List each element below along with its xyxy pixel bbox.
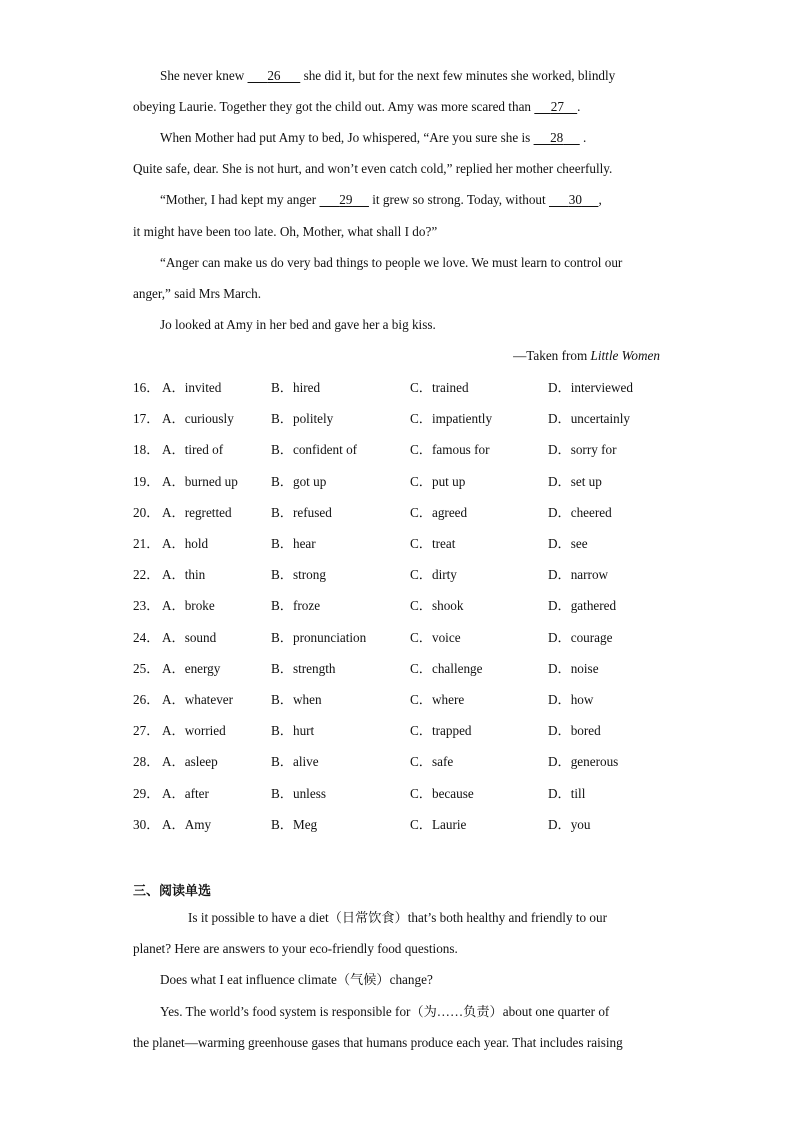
question-row xyxy=(133,380,673,396)
option-a: A．curiously xyxy=(162,411,234,426)
option-b: B．got up xyxy=(271,474,327,489)
option-b: B．hear xyxy=(271,536,316,551)
question-number: 19． xyxy=(133,474,160,489)
question-number: 16． xyxy=(133,380,160,395)
text-segment: she did it, but for the next few minutes she worked, blindly xyxy=(300,68,616,83)
text-segment: . xyxy=(579,130,587,145)
option-a: A．Amy xyxy=(162,817,212,832)
question-number: 17． xyxy=(133,411,160,426)
question-number: 22． xyxy=(133,567,160,582)
passage-line-3 xyxy=(160,130,586,146)
reading-line-5: the planet—warming greenhouse gases that humans produce each year. That includes raising xyxy=(133,1035,623,1050)
question-row xyxy=(133,536,673,552)
question-number: 29． xyxy=(133,786,160,801)
option-a: A．after xyxy=(162,786,209,801)
option-a: A．sound xyxy=(162,630,217,645)
question-row xyxy=(133,817,673,833)
source-title: Little Women xyxy=(590,348,660,363)
passage-line-8: anger,” said Mrs March. xyxy=(133,286,262,301)
question-number: 20． xyxy=(133,505,160,520)
reading-line-2: planet? Here are answers to your eco-friendly food questions. xyxy=(133,941,458,956)
option-a: A．worried xyxy=(162,723,226,738)
option-b: B．politely xyxy=(271,411,334,426)
option-d: D．set up xyxy=(548,474,602,489)
text-segment: , xyxy=(598,192,602,207)
option-b: B．unless xyxy=(271,786,326,801)
text-segment: She never knew xyxy=(160,68,248,83)
question-number: 18． xyxy=(133,442,160,457)
option-d: D．you xyxy=(548,817,591,832)
option-a: A．thin xyxy=(162,567,206,582)
question-number: 28． xyxy=(133,754,160,769)
question-number: 26． xyxy=(133,692,160,707)
option-b: B．froze xyxy=(271,598,321,613)
option-c: C．treat xyxy=(410,536,456,551)
option-c: C．agreed xyxy=(410,505,468,520)
option-d: D．uncertainly xyxy=(548,411,631,426)
option-b: B．refused xyxy=(271,505,332,520)
option-b: B．Meg xyxy=(271,817,318,832)
question-row xyxy=(133,786,673,802)
option-c: C．shook xyxy=(410,598,464,613)
question-row xyxy=(133,567,673,583)
question-row xyxy=(133,442,673,458)
blank-28: 28 xyxy=(550,130,564,145)
option-a: A．burned up xyxy=(162,474,238,489)
source-attribution xyxy=(513,348,660,364)
passage-line-4: Quite safe, dear. She is not hurt, and won’t even catch cold,” replied her mother cheerfully. xyxy=(133,161,613,176)
option-c: C．impatiently xyxy=(410,411,493,426)
option-d: D．till xyxy=(548,786,586,801)
option-b: B．confident of xyxy=(271,442,358,457)
question-row xyxy=(133,692,673,708)
question-number: 24． xyxy=(133,630,160,645)
option-a: A．regretted xyxy=(162,505,232,520)
option-c: C．safe xyxy=(410,754,454,769)
option-a: A．asleep xyxy=(162,754,218,769)
option-c: C．voice xyxy=(410,630,461,645)
text-segment: it grew so strong. Today, without xyxy=(368,192,549,207)
passage-line-5 xyxy=(160,192,602,208)
option-b: B．strong xyxy=(271,567,326,582)
question-row xyxy=(133,754,673,770)
option-c: C．challenge xyxy=(410,661,483,676)
option-c: C．because xyxy=(410,786,474,801)
option-d: D．courage xyxy=(548,630,613,645)
option-d: D．sorry for xyxy=(548,442,617,457)
blank-26: 26 xyxy=(267,68,281,83)
question-row xyxy=(133,630,673,646)
option-a: A．invited xyxy=(162,380,222,395)
option-c: C．where xyxy=(410,692,465,707)
option-c: C．dirty xyxy=(410,567,457,582)
option-d: D．narrow xyxy=(548,567,609,582)
question-number: 25． xyxy=(133,661,160,676)
option-b: B．when xyxy=(271,692,322,707)
option-d: D．how xyxy=(548,692,594,707)
option-a: A．tired of xyxy=(162,442,224,457)
passage-line-7: “Anger can make us do very bad things to people we love. We must learn to control our xyxy=(160,255,623,270)
question-number: 21． xyxy=(133,536,160,551)
question-number: 30． xyxy=(133,817,160,832)
question-number: 23． xyxy=(133,598,160,613)
blank-27: 27 xyxy=(550,99,564,114)
blank-29: 29 xyxy=(339,192,353,207)
question-row xyxy=(133,505,673,521)
passage-line-9: Jo looked at Amy in her bed and gave her a big kiss. xyxy=(160,317,436,332)
option-d: D．noise xyxy=(548,661,599,676)
option-d: D．see xyxy=(548,536,588,551)
blank-30: 30 xyxy=(568,192,582,207)
option-b: B．hurt xyxy=(271,723,315,738)
option-a: A．energy xyxy=(162,661,221,676)
option-d: D．interviewed xyxy=(548,380,633,395)
section-heading: 三、阅读单选 xyxy=(133,884,212,899)
source-prefix: —Taken from xyxy=(513,348,591,363)
text-segment: “Mother, I had kept my anger xyxy=(160,192,320,207)
question-number: 27． xyxy=(133,723,160,738)
option-b: B．hired xyxy=(271,380,321,395)
option-d: D．bored xyxy=(548,723,601,738)
passage-line-1 xyxy=(160,68,615,84)
question-row xyxy=(133,411,673,427)
option-d: D．gathered xyxy=(548,598,617,613)
option-c: C．trapped xyxy=(410,723,472,738)
text-segment: When Mother had put Amy to bed, Jo whispered, “Are you sure she is xyxy=(160,130,534,145)
option-d: D．generous xyxy=(548,754,619,769)
reading-line-3: Does what I eat influence climate（气候）change? xyxy=(160,972,433,987)
reading-line-4: Yes. The world’s food system is responsible for（为……负责）about one quarter of xyxy=(160,1004,610,1019)
option-c: C．Laurie xyxy=(410,817,467,832)
text-segment: . xyxy=(577,99,581,114)
question-row xyxy=(133,474,673,490)
option-c: C．trained xyxy=(410,380,469,395)
question-row xyxy=(133,598,673,614)
option-a: A．hold xyxy=(162,536,209,551)
option-b: B．strength xyxy=(271,661,336,676)
reading-line-1: Is it possible to have a diet（日常饮食）that’s both healthy and friendly to our xyxy=(188,910,607,925)
option-b: B．pronunciation xyxy=(271,630,367,645)
question-row xyxy=(133,723,673,739)
option-d: D．cheered xyxy=(548,505,612,520)
option-b: B．alive xyxy=(271,754,319,769)
question-row xyxy=(133,661,673,677)
option-c: C．famous for xyxy=(410,442,490,457)
passage-line-2 xyxy=(133,99,580,115)
option-c: C．put up xyxy=(410,474,466,489)
option-a: A．whatever xyxy=(162,692,234,707)
option-a: A．broke xyxy=(162,598,215,613)
text-segment: obeying Laurie. Together they got the child out. Amy was more scared than xyxy=(133,99,535,114)
passage-line-6: it might have been too late. Oh, Mother, what shall I do?” xyxy=(133,224,438,239)
